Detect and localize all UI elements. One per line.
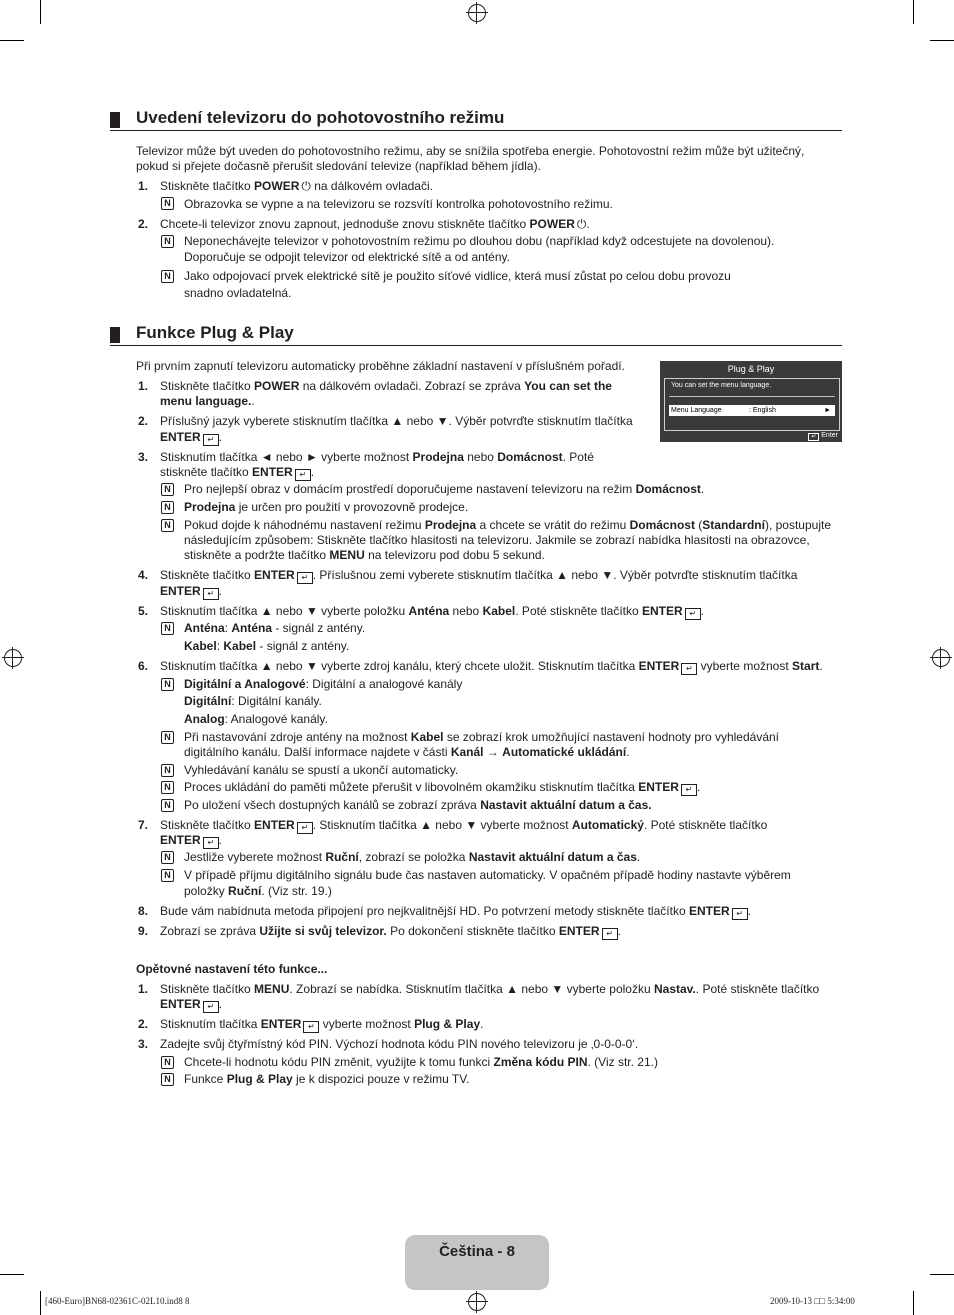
crop-mark: [913, 1291, 914, 1315]
enter-icon: ↵: [681, 784, 697, 796]
step-number: 3.: [138, 450, 149, 464]
enter-icon: ↵: [297, 572, 313, 584]
intro-text: Při prvním zapnutí televizoru automaticky proběhne základní nastavení v příslušném pořadí.: [136, 359, 625, 373]
step-text: stiskněte tlačítko ENTER ↵ .: [160, 465, 315, 479]
step-text: Stisknutím tlačítka ▲ nebo ▼ vyberte zdroj kanálu, který chcete uložit. Stisknutím tlačítka ENTER ↵ vyberte možnost Start.: [160, 659, 823, 673]
section-title: Uvedení televizoru do pohotovostního režimu: [136, 108, 505, 127]
step-number: 1.: [138, 982, 149, 996]
registration-mark-icon: [468, 4, 486, 22]
step-text: menu language..: [160, 394, 255, 408]
crop-mark: [0, 1274, 24, 1275]
note-text: Anténa: Anténa - signál z antény.: [184, 621, 366, 635]
power-icon: ⏻: [576, 217, 587, 231]
note-icon: N: [161, 1056, 174, 1069]
enter-icon: ↵: [203, 837, 219, 849]
osd-divider: [669, 396, 835, 397]
step-text: ENTER ↵ .: [160, 430, 223, 444]
print-slug-right: 2009-10-13 □□ 5:34:00: [770, 1296, 855, 1306]
osd-enter-hint: ↵ Enter: [806, 432, 838, 441]
step-text: Stiskněte tlačítko ENTER ↵ . Stisknutím tlačítka ▲ nebo ▼ vyberte možnost Automatický. Poté stiskněte tlačítko: [160, 818, 768, 832]
crop-mark: [40, 0, 41, 24]
enter-icon: ↵: [203, 1001, 219, 1013]
step-text: Příslušný jazyk vyberete stisknutím tlačítka ▲ nebo ▼. Výběr potvrďte stisknutím tlačítka: [160, 414, 633, 428]
crop-mark: [913, 0, 914, 24]
intro-text: Televizor může být uveden do pohotovostního režimu, aby se snížila spotřeba energie. Pohotovostní režim může být užitečný,: [136, 144, 805, 158]
step-text: ENTER ↵ .: [160, 997, 223, 1011]
step-number: 2.: [138, 217, 149, 231]
enter-icon: ↵: [303, 1021, 319, 1033]
registration-mark-icon: [468, 1293, 486, 1311]
print-slug-left: [460-Euro]BN68-02361C-02L10.ind8 8: [45, 1296, 190, 1306]
step-text: Stisknutím tlačítka ENTER ↵ vyberte možnost Plug & Play.: [160, 1017, 484, 1031]
note-text: Pro nejlepší obraz v domácím prostředí doporučujeme nastavení televizoru na režim Domácnost.: [184, 482, 705, 496]
step-text: Stiskněte tlačítko MENU. Zobrazí se nabídka. Stisknutím tlačítka ▲ nebo ▼ vyberte položku Nastav.. Poté stiskněte tlačítko: [160, 982, 820, 996]
note-text: Obrazovka se vypne a na televizoru se rozsvítí kontrolka pohotovostního režimu.: [184, 197, 613, 211]
note-text: stiskněte a podržte tlačítko MENU na televizoru pod dobu 5 sekund.: [184, 548, 545, 562]
note-text: Doporučuje se odpojit televizor od elektrické sítě a od antény.: [184, 250, 510, 264]
registration-mark-icon: [932, 649, 950, 667]
note-text: Digitální: Digitální kanály.: [184, 694, 322, 708]
note-text: snadno ovladatelná.: [184, 286, 292, 300]
step-text: Chcete-li televizor znovu zapnout, jednoduše znovu stiskněte tlačítko POWER ⏻.: [160, 217, 590, 231]
note-text: Při nastavování zdroje antény na možnost Kabel se zobrazí krok umožňující nastavení hodnoty pro vyhledávání: [184, 730, 780, 744]
note-text: digitálního kanálu. Další informace najdete v části Kanál → Automatické ukládání.: [184, 745, 630, 759]
page-number-tab: [405, 1235, 549, 1290]
step-text: ENTER ↵ .: [160, 833, 223, 847]
enter-icon: ↵: [602, 928, 618, 940]
osd-menu-language-row[interactable]: [669, 405, 835, 416]
step-text: Zadejte svůj čtyřmístný kód PIN. Výchozí hodnota kódu PIN nového televizoru je ‚0-0-0-0‘.: [160, 1037, 639, 1051]
step-text: Stiskněte tlačítko POWER na dálkovém ovladači. Zobrazí se zpráva You can set the: [160, 379, 612, 393]
crop-mark: [40, 1291, 41, 1315]
step-number: 9.: [138, 924, 149, 938]
note-icon: N: [161, 197, 174, 210]
note-icon: N: [161, 781, 174, 794]
registration-mark-icon: [4, 649, 22, 667]
step-number: 6.: [138, 659, 149, 673]
step-text: Stiskněte tlačítko POWER ⏻ na dálkovém ovladači.: [160, 179, 433, 193]
page-label: Čeština - 8: [439, 1243, 515, 1260]
step-number: 8.: [138, 904, 149, 918]
power-icon: ⏻: [301, 179, 311, 193]
osd-panel: [664, 378, 840, 431]
enter-icon: ↵: [203, 588, 219, 600]
section-title: Funkce Plug & Play: [136, 323, 294, 342]
note-text: Po uložení všech dostupných kanálů se zobrazí zpráva Nastavit aktuální datum a čas.: [184, 798, 652, 812]
subheading: Opětovné nastavení této funkce...: [136, 962, 328, 976]
step-text: Stisknutím tlačítka ▲ nebo ▼ vyberte položku Anténa nebo Kabel. Poté stiskněte tlačítko ENTER ↵ .: [160, 604, 705, 618]
note-icon: N: [161, 270, 174, 283]
note-text: Analog: Analogové kanály.: [184, 712, 328, 726]
osd-title: Plug & Play: [727, 364, 775, 374]
note-icon: N: [161, 851, 174, 864]
note-icon: N: [161, 483, 174, 496]
note-text: položky Ruční. (Viz str. 19.): [184, 884, 332, 898]
note-icon: N: [161, 501, 174, 514]
osd-row-label: Menu Language: [671, 407, 722, 414]
note-text: V případě příjmu digitálního signálu bude čas nastaven automaticky. V opačném případě hodiny nastavte výběrem: [184, 868, 791, 882]
enter-icon: ↵: [681, 663, 697, 675]
note-text: Prodejna je určen pro použití v provozovně prodejce.: [184, 500, 469, 514]
enter-icon: ↵: [203, 434, 219, 446]
note-icon: N: [161, 622, 174, 635]
note-text: Digitální a Analogové: Digitální a analogové kanály: [184, 677, 463, 691]
enter-icon: ↵: [685, 608, 701, 620]
note-text: Kabel: Kabel - signál z antény.: [184, 639, 350, 653]
note-text: Jestliže vyberete možnost Ruční, zobrazí se položka Nastavit aktuální datum a čas.: [184, 850, 641, 864]
step-text: Stisknutím tlačítka ◄ nebo ► vyberte možnost Prodejna nebo Domácnost. Poté: [160, 450, 594, 464]
step-number: 3.: [138, 1037, 149, 1051]
step-number: 1.: [138, 379, 149, 393]
note-icon: N: [161, 235, 174, 248]
step-text: Zobrazí se zpráva Užijte si svůj televizor. Po dokončení stiskněte tlačítko ENTER ↵ .: [160, 924, 621, 938]
note-text: Neponechávejte televizor v pohotovostním režimu po dlouhou dobu (například když odcestujete na dovolenou).: [184, 234, 775, 248]
note-icon: N: [161, 519, 174, 532]
note-text: Funkce Plug & Play je k dispozici pouze v režimu TV.: [184, 1072, 470, 1086]
osd-plug-play-screen: [660, 361, 842, 442]
step-number: 4.: [138, 568, 149, 582]
note-icon: N: [161, 678, 174, 691]
step-text: ENTER ↵ .: [160, 584, 223, 598]
heading-bar: [110, 327, 120, 343]
section-heading-standby: [110, 110, 842, 131]
heading-bar: [110, 112, 120, 128]
note-text: Vyhledávání kanálu se spustí a ukončí automaticky.: [184, 763, 459, 777]
note-icon: N: [161, 1073, 174, 1086]
osd-message: You can set the menu language.: [671, 382, 772, 389]
note-icon: N: [161, 869, 174, 882]
enter-icon: ↵: [297, 822, 313, 834]
note-icon: N: [161, 799, 174, 812]
note-text: následujícím způsobem: Stiskněte tlačítko hlasitosti na televizoru. Jakmile se zobrazí nabídka hlasitosti na obrazovce,: [184, 533, 810, 547]
step-number: 2.: [138, 414, 149, 428]
enter-icon: ↵: [295, 469, 311, 481]
note-icon: N: [161, 731, 174, 744]
note-text: Chcete-li hodnotu kódu PIN změnit, využijte k tomu funkci Změna kódu PIN. (Viz str. 21.): [184, 1055, 658, 1069]
note-text: Jako odpojovací prvek elektrické sítě je použito síťové vidlice, která musí zůstat po celou dobu provozu: [184, 269, 731, 283]
enter-icon: ↵: [808, 433, 819, 441]
crop-mark: [930, 1274, 954, 1275]
right-arrow-icon: ►: [824, 407, 831, 414]
crop-mark: [930, 40, 954, 41]
step-number: 5.: [138, 604, 149, 618]
intro-text: pokud si přejete dočasně přerušit sledování televize (například během jídla).: [136, 159, 541, 173]
section-heading-plug-play: [110, 325, 842, 346]
step-number: 1.: [138, 179, 149, 193]
step-number: 7.: [138, 818, 149, 832]
note-text: Pokud dojde k náhodnému nastavení režimu Prodejna a chcete se vrátit do režimu Domácnost (Standardní), postupujte: [184, 518, 831, 532]
enter-icon: ↵: [732, 908, 748, 920]
step-number: 2.: [138, 1017, 149, 1031]
step-text: Bude vám nabídnuta metoda připojení pro nejkvalitnější HD. Po potvrzení metody stiskněte tlačítko ENTER ↵ .: [160, 904, 751, 918]
crop-mark: [0, 40, 24, 41]
note-text: Proces ukládání do paměti můžete přerušit v libovolném okamžiku stisknutím tlačítka ENTER ↵ .: [184, 780, 701, 794]
step-text: Stiskněte tlačítko ENTER ↵ . Příslušnou zemi vyberete stisknutím tlačítka ▲ nebo ▼. Výběr potvrďte stisknutím tlačítka: [160, 568, 798, 582]
note-icon: N: [161, 764, 174, 777]
osd-row-value: : English: [749, 407, 776, 414]
